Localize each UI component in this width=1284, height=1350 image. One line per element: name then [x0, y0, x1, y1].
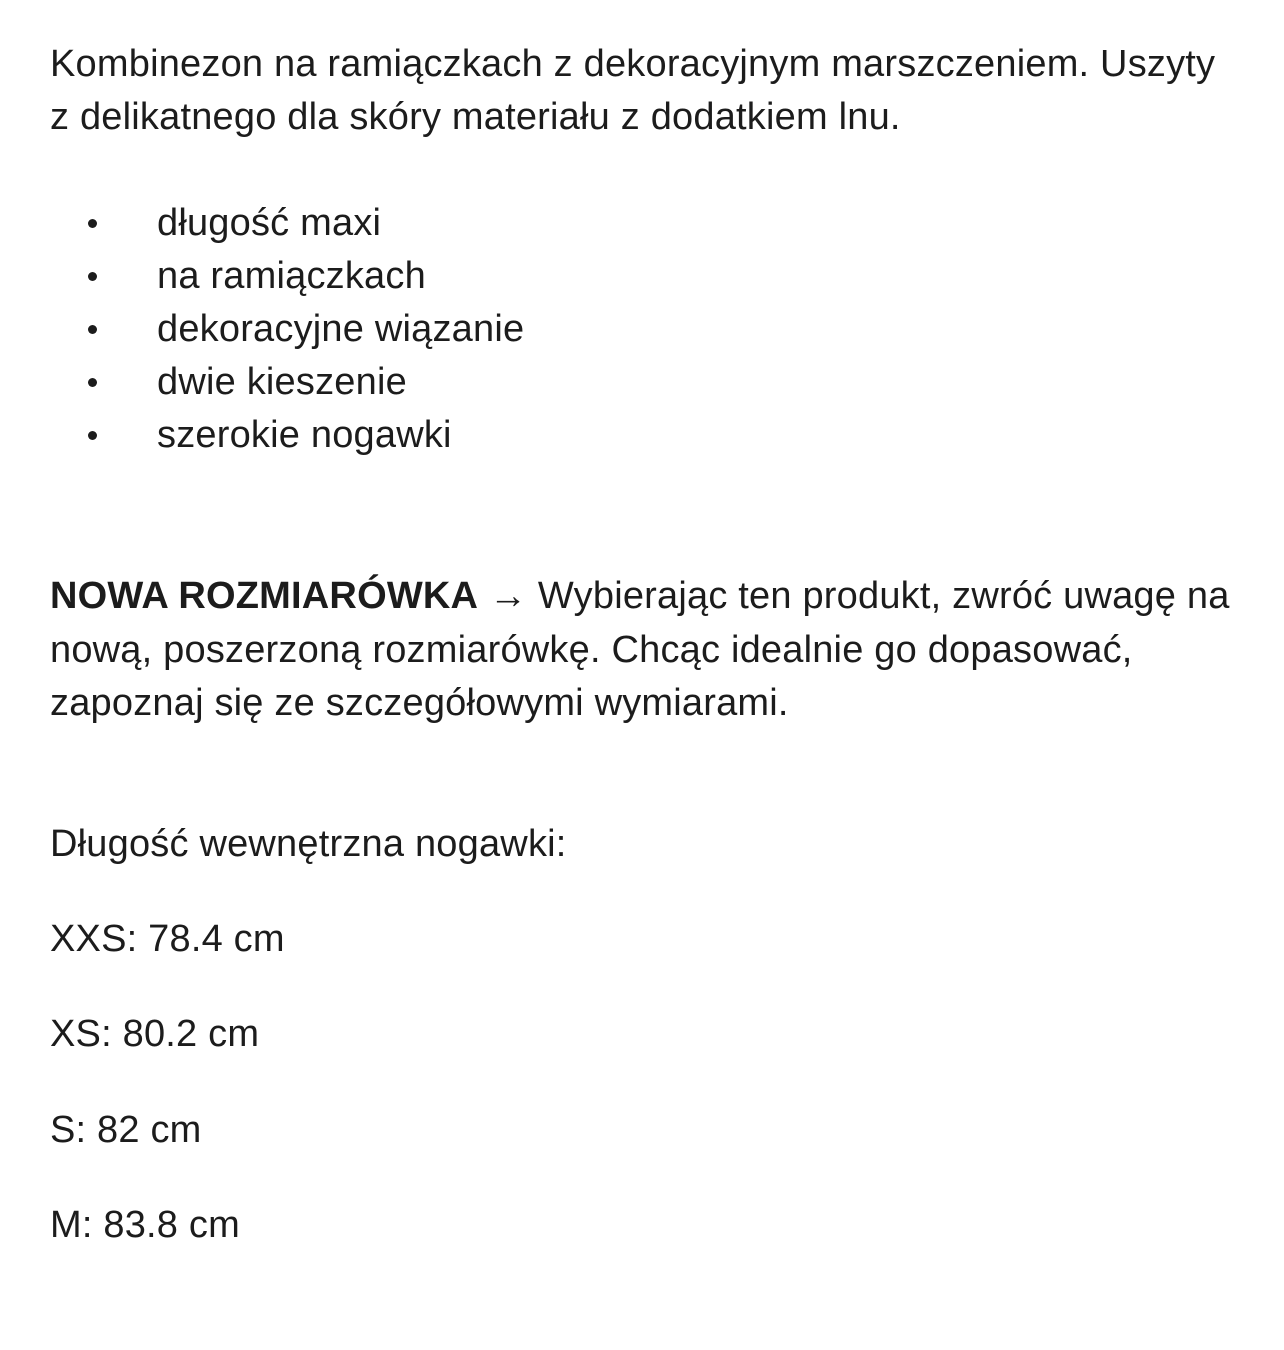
- inseam-size-item: XXS: 78.4 cm: [50, 917, 285, 960]
- feature-label: na ramiączkach: [157, 255, 426, 297]
- bullet-icon: [86, 409, 98, 462]
- product-description: Kombinezon na ramiączkach z dekoracyjnym marszczeniem. Uszyty z delikatnego dla skóry materiału z dodatkiem lnu.: [50, 43, 1216, 138]
- size-chart-notice-text: Wybierając ten produkt, zwróć uwagę na nową, poszerzoną rozmiarówkę. Chcąc idealnie go dopasować, zapoznaj się ze szczegółowymi wymiarami.: [50, 575, 1230, 724]
- feature-item: [50, 409, 1236, 462]
- inseam-heading: Długość wewnętrzna nogawki:: [50, 822, 567, 865]
- feature-item: [50, 303, 1236, 356]
- inseam-size-list: [50, 913, 1236, 1253]
- feature-label: długość maxi: [157, 202, 382, 244]
- feature-item: [50, 356, 1236, 409]
- feature-item: [50, 197, 1236, 250]
- feature-item: [50, 250, 1236, 303]
- inseam-size-item: M: 83.8 cm: [50, 1204, 240, 1246]
- arrow-right-icon: →: [488, 575, 528, 617]
- inseam-size-item: S: 82 cm: [50, 1108, 202, 1151]
- feature-list: [50, 197, 1236, 462]
- feature-label: dwie kieszenie: [157, 361, 407, 403]
- size-chart-notice: [50, 570, 1236, 731]
- feature-label: dekoracyjne wiązanie: [157, 308, 525, 350]
- bullet-icon: [86, 197, 98, 250]
- inseam-size-item: XS: 80.2 cm: [50, 1013, 260, 1055]
- feature-label: szerokie nogawki: [157, 414, 452, 456]
- bullet-icon: [86, 303, 98, 356]
- size-chart-notice-label: NOWA ROZMIARÓWKA: [50, 575, 479, 617]
- bullet-icon: [86, 356, 98, 409]
- bullet-icon: [86, 250, 98, 303]
